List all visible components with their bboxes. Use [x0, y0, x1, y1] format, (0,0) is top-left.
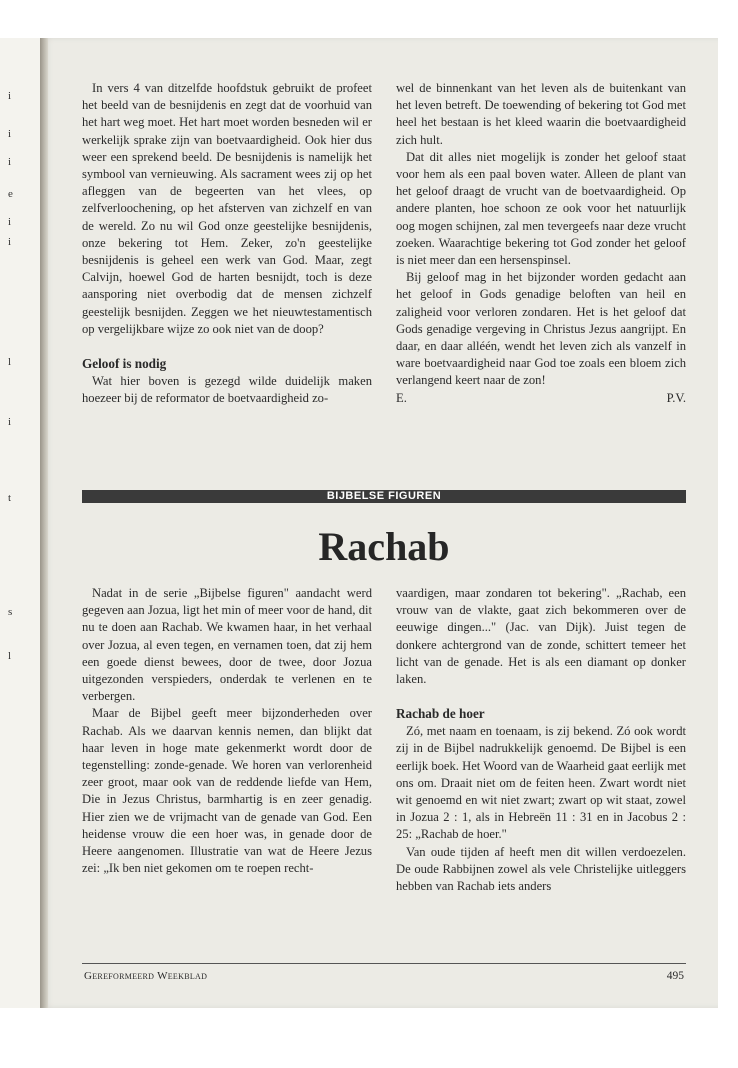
margin-char: i	[8, 236, 12, 248]
bottom-left-column	[82, 585, 372, 877]
signature-line	[396, 390, 686, 407]
paragraph: Nadat in de serie „Bijbelse figuren" aandacht werd gegeven aan Jozua, ligt het min of meer voor de hand, dit nu te doen aan Rachab. We kwamen haar, in het verhaal over Jozua, al even tegen, en vernamen toen, dat zij hem een goede dienst bewees, door de twee, door Jozua uitgezonden verspieders, onderdak te verlenen en te verbergen.	[82, 586, 372, 704]
signature-right: P.V.	[666, 390, 686, 405]
margin-char: i	[8, 156, 12, 168]
section-heading: Geloof is nodig	[82, 356, 167, 372]
footer-rule	[82, 963, 686, 964]
paragraph: Bij geloof mag in het bijzonder worden gedacht aan het geloof in Gods genadige beloften van heil en zaligheid voor verloren zondaren. Het is het geloof dat Gods genadige vergeving in Christus Jezus aangrijpt. En daar, en daar alléén, wendt het leven zich als vanzelf in ware boetvaardigheid naar God toe zoals een bloem zich verlangend keert naar de zon!	[396, 270, 686, 388]
signature-left: E.	[396, 390, 407, 405]
top-right-column	[396, 80, 686, 407]
margin-char: s	[8, 606, 13, 618]
section-heading: Rachab de hoer	[396, 706, 485, 722]
bottom-right-column	[396, 585, 686, 895]
paragraph: Zó, met naam en toenaam, is zij bekend. Zó ook wordt zij in de Bijbel nadrukkelijk genoemd. De Bijbel is een eerlijk boek. Het Woord van de Waarheid gaat eerlijk met ons om. Draait niet om de feiten heen. Zwart wordt niet wit genoemd en wit niet zwart; zwart op wit staat, zowel in Jozua 2 : 1, als in Hebreën 11 : 31 en in Jacobus 2 : 25: „Rachab de hoer."	[396, 724, 686, 842]
section-banner: BIJBELSE FIGUREN	[82, 490, 686, 503]
margin-char: l	[8, 356, 12, 368]
margin-char: i	[8, 128, 12, 140]
paragraph: Wat hier boven is gezegd wilde duidelijk maken hoezeer bij de reformator de boetvaardigheid zo-	[82, 374, 372, 406]
page-spine-shadow	[40, 38, 48, 1008]
paragraph: Van oude tijden af heeft men dit willen verdoezelen. De oude Rabbijnen zowel als vele Christelijke uitleggers hebben van Rachab iets anders	[396, 844, 686, 894]
paragraph: In vers 4 van ditzelfde hoofdstuk gebruikt de profeet het beeld van de besnijdenis en zegt dat de voorhuid van het hart weg moet. Het hart moet worden besneden wil er werkelijk sprake zijn van boetvaardigheid. Ook hier dus weer een sprekend beeld. De besnijdenis is namelijk het symbool van vernieuwing. Als sacrament wees zij op het afleggen van de begeerten van het vlees, op zelfverloochening, op het afsterven van zichzelf en van de wereld. Zo nu wil God onze geestelijke besnijdenis, onze bekering tot Hem. Zeker, zo'n geestelijke besnijdenis is geheel een werk van God. Maar, zegt Calvijn, hoewel God de harten besnijdt, toch is deze aansporing niet overbodig dat de mensen zichzelf geestelijk besnijden. Zeggen we het nieuwtestamentisch op vergelijkbare wijze zo ook niet van de doop?	[82, 81, 372, 336]
top-left-column	[82, 80, 372, 407]
paragraph: Maar de Bijbel geeft meer bijzonderheden over Rachab. Als we daarvan kennis nemen, dan blijkt dat haar leven in hoge mate gekenmerkt wordt door de tegenstelling: zonde-genade. We horen van verlorenheid zeer groot, maar ook van de reddende liefde van Hem, Die in Jezus Christus, barmhartig is en zeer genadig. Hier zien we de vrijmacht van de genade van God. Een heidense vrouw die een hoer was, in genade door de Heere aangenomen. Illustratie van wat de Heere Jezus zei: „Ik ben niet gekomen om te roepen recht-	[82, 706, 372, 876]
paragraph: wel de binnenkant van het leven als de buitenkant van het leven betreft. De toewending of bekering tot God met heel het bestaan is het kleed waarin die boetvaardigheid zich hult.	[396, 81, 686, 147]
article-title: Rachab	[318, 524, 450, 569]
page-number: 495	[666, 970, 684, 982]
margin-char: e	[8, 188, 13, 200]
margin-char: i	[8, 416, 12, 428]
margin-char: i	[8, 90, 12, 102]
margin-char: i	[8, 216, 12, 228]
publication-name: Gereformeerd Weekblad	[84, 970, 208, 982]
adjacent-page-edge	[0, 38, 40, 1008]
margin-char: t	[8, 492, 12, 504]
paragraph: vaardigen, maar zondaren tot bekering". „Rachab, een vrouw van de vlakte, gaat zich bekommeren over de eeuwige dingen..." (Jac. van Dijk). Juist tegen de donkere achtergrond van de zonde, schittert temeer het licht van de genade. Het is als een diamant op donker laken.	[396, 586, 686, 687]
margin-char: l	[8, 650, 12, 662]
paragraph: Dat dit alles niet mogelijk is zonder het geloof staat voor hem als een paal boven water. Alleen de plant van het geloof draagt de vrucht van de boetvaardigheid. Op andere planten, hoe schoon ze ook voor het natuurlijk oog mogen schijnen, zal men tevergeefs naar deze vrucht zoeken. Waarachtige bekering tot God zonder het geloof is niet meer dan een hersenspinsel.	[396, 149, 686, 268]
